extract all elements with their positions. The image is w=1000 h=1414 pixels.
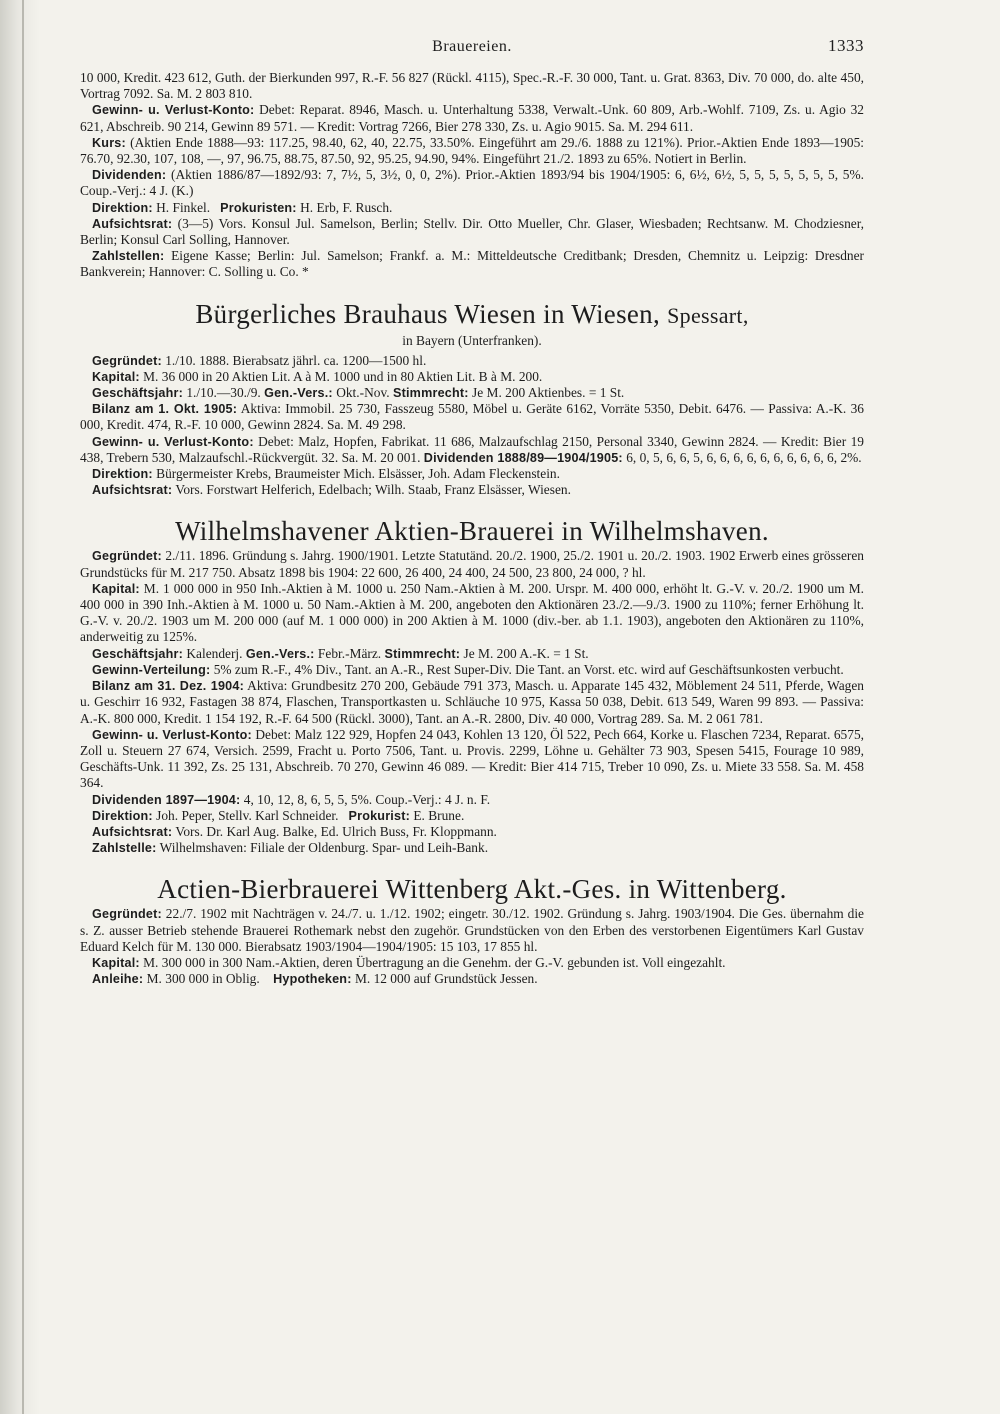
section-title-wittenberg: Actien-Bierbrauerei Wittenberg Akt.-Ges. in Wittenberg. (157, 874, 787, 905)
label: Aufsichtsrat: (92, 824, 173, 839)
label: Gen.-Vers.: (245, 646, 315, 661)
entry-gegruendet (80, 548, 864, 580)
label: Direktion: (92, 467, 153, 482)
entry-gegruendet (80, 906, 864, 955)
label: Geschäftsjahr: (92, 386, 183, 401)
label: Gen.-Vers.: (264, 386, 333, 401)
text: Aktiva: Grundbesitz 270 200, Gebäude 791 373, Masch. u. Apparate 145 432, Möblement 24 511, Pferde, Wagen u. Geschirr 16 932, Fastagen 38 874, Flaschen, Transportkasten u. Schläuche 10 975, Kassa 50 038, Debit. 613 549, Waren 99 893. — Passiva: A.-K. 800 000, Kredit. 1 154 192, R.-F. 64 500 (Rückl. 3000), Tant. an A.-R. 2800, Div. 40 000, Vortrag 289. Sa. M. 2 061 781. (80, 678, 865, 726)
label: Gewinn- u. Verlust-Konto: (92, 103, 255, 118)
label: Gewinn- u. Verlust-Konto: (92, 434, 254, 449)
entry-kapital (80, 369, 864, 385)
label: Direktion: (92, 808, 153, 823)
entry-gewinn-verteilung (80, 662, 864, 678)
intro-zahlstellen (80, 248, 864, 280)
text: M. 1 000 000 in 950 Inh.-Aktien à M. 1000 u. 250 Nam.-Aktien à M. 200. Urspr. M. 400 000, erhöht lt. G.-V. v. 20./2. 1900 um M. 400 000 in 390 Inh.-Aktien à M. 1000 u. 50 Nam.-Aktien à M. 200, angeboten den Aktionären 23./2.—9./3. 1900 zu 110%; ferner Erhöhung lt. G.-V. v. 20./2. 1903 um M. 200 000 (auf M. 1 000 000) in 200 Aktien à M. 1000 (div.-ber. ab 1.1. 1903), angeboten den Aktionären zu 110%, anderweitig zu 125%. (80, 580, 864, 645)
label: Dividenden: (92, 168, 167, 183)
header-title: Brauereien. (432, 38, 512, 55)
entry-kapital (80, 955, 864, 971)
text: Eigene Kasse; Berlin: Jul. Samelson; Frankf. a. M.: Mitteldeutsche Creditbank; Dresden, Chemnitz u. Leipzig: Dresdner Bankverein; Hannover: C. Solling u. Co. * (80, 248, 864, 280)
label: Zahlstelle: (92, 841, 157, 856)
label: Dividenden 1888/89—1904/1905: (423, 450, 623, 465)
title: Bürgerliches Brauhaus Wiesen in Wiesen, (195, 298, 661, 329)
label: Hypotheken: (273, 972, 352, 987)
entry-bilanz (80, 678, 864, 727)
page-number: 1333 (828, 36, 864, 55)
binding-gutter (0, 0, 24, 1414)
label: Dividenden 1897—1904: (92, 792, 241, 807)
label: Kapital: (92, 369, 140, 384)
text: Je M. 200 Aktienbes. = 1 St. (472, 385, 625, 401)
label: Zahlstellen: (92, 249, 165, 264)
text: Vors. Dr. Karl Aug. Balke, Ed. Ulrich Buss, Fr. Kloppmann. (175, 823, 497, 839)
entry-geschaeftsjahr (80, 646, 864, 662)
label: Bilanz am 1. Okt. 1905: (92, 402, 238, 417)
text: Debet: Malz, Hopfen, Fabrikat. 11 686, Malzaufschlag 2150, Personal 3340, Gewinn 2824. — Kredit: Bier 19 438, Trebern 530, Malzaufschl.-Rückvergüt. 32. Sa. M. 20 001. (80, 433, 864, 465)
text: Aktiva: Immobil. 25 730, Fasszeug 5580, Möbel u. Geräte 6162, Vorräte 5350, Debit. 6476. — Passiva: A.-K. 36 000, Kredit. 474, R.-F. 10 000, Gewinn 2824. Sa. M. 49 298. (80, 401, 865, 433)
text: Bürgermeister Krebs, Braumeister Mich. Elsässer, Joh. Adam Fleckenstein. (156, 466, 560, 482)
text: 22./7. 1902 mit Nachträgen v. 24./7. u. 1./12. 1902; eingetr. 30./12. 1902. Gründung s. Jahrg. 1903/1904. Die Ges. übernahm die s. Z. ausser Betrieb stehende Brauerei Rothemark nebst den zugehör. Grundstücken von den Erben des verstorbenen Eigentümers Karl Gustav Eduard Kelch für M. 130 000. Bierabsatz 1903/1904—1904/1905: 15 103, 17 855 hl. (80, 906, 864, 954)
text: Joh. Peper, Stellv. Karl Schneider. (156, 807, 339, 823)
text: 1./10.—30./9. (186, 385, 261, 401)
section-subtitle: in Bayern (Unterfranken). (402, 332, 542, 348)
text: M. 300 000 in Oblig. (146, 971, 260, 987)
label: Bilanz am 31. Dez. 1904: (92, 679, 244, 694)
intro-gewinn (80, 102, 864, 134)
intro-continuation: 10 000, Kredit. 423 612, Guth. der Bierkunden 997, R.-F. 56 827 (Rückl. 4115), Spec.-R.-F. 30 000, Tant. u. Grat. 8363, Div. 70 000, do. alte 450, Vortrag 7092. Sa. M. 2 803 810. (80, 70, 864, 102)
text: Vors. Forstwart Helferich, Edelbach; Wilh. Staab, Franz Elsässer, Wiesen. (175, 482, 571, 498)
intro-aufsichtsrat (80, 216, 864, 248)
text: (Aktien Ende 1888—93: 117.25, 98.40, 62, 40, 22.75, 33.50%. Eingeführt am 29./6. 1888 zu 121%). Prior.-Aktien Ende 1893—1905: 76.70, 92.30, 107, 108, —, 97, 96.75, 88.75, 87.50, 92, 95.25, 94.90, 94%. Eingeführt 21./2. 1893 zu 65%. Notiert in Berlin. (80, 134, 864, 167)
label: Geschäftsjahr: (92, 646, 183, 661)
label: Gegründet: (92, 549, 162, 564)
entry-gewinn (80, 727, 864, 792)
label: Anleihe: (92, 972, 144, 987)
title-tail: Spessart, (667, 302, 749, 328)
entry-gegruendet (80, 353, 864, 369)
entry-aufsichtsrat (80, 482, 864, 498)
text: Febr.-März. (317, 645, 382, 661)
label: Aufsichtsrat: (92, 216, 173, 231)
text: Je M. 200 A.-K. = 1 St. (463, 645, 589, 661)
text: Debet: Reparat. 8946, Masch. u. Unterhaltung 5338, Verwalt.-Unk. 60 809, Arb.-Wohlf. 7109, Zs. u. Agio 32 621, Abschreib. 90 214, Gewinn 89 571. — Kredit: Vortrag 7266, Bier 278 330, Zs. u. Agio 9015. Sa. M. 294 611. (80, 102, 864, 134)
section-title-wiesen (80, 299, 864, 331)
text: 5% zum R.-F., 4% Div., Tant. an A.-R., Rest Super-Div. Die Tant. an Vorst. etc. wird auf Geschäftsunkosten verbucht. (213, 661, 844, 677)
text: M. 12 000 auf Grundstück Jessen. (354, 971, 538, 987)
label: Kapital: (92, 955, 140, 970)
label: Aufsichtsrat: (92, 483, 173, 498)
intro-dividenden (80, 167, 864, 199)
text: Kalenderj. (186, 645, 243, 661)
entry-zahlstelle (80, 840, 864, 856)
label: Prokurist: (348, 808, 410, 823)
label: Direktion: (92, 200, 153, 215)
text: Okt.-Nov. (336, 385, 390, 401)
running-header (80, 30, 864, 70)
text: Wilhelmshaven: Filiale der Oldenburg. Spar- und Leih-Bank. (159, 840, 489, 856)
intro-kurs (80, 135, 864, 167)
text: H. Finkel. (156, 199, 211, 215)
intro-direktion (80, 200, 864, 216)
label: Kapital: (92, 581, 140, 596)
label: Gewinn-Verteilung: (92, 662, 211, 677)
text: M. 300 000 in 300 Nam.-Aktien, deren Übertragung an die Genehm. der G.-V. gebunden ist. Voll eingezahlt. (143, 954, 726, 970)
label: Gegründet: (92, 353, 162, 368)
text: (Aktien 1886/87—1892/93: 7, 7½, 5, 3½, 0, 0, 2%). Prior.-Aktien 1893/94 bis 1904/1905: 6, 6½, 6½, 5, 5, 5, 5, 5, 5, 5, 5%. Coup.-Verj.: 4 J. (K.) (80, 167, 864, 199)
text: 1./10. 1888. Bierabsatz jährl. ca. 1200—1500 hl. (165, 352, 427, 368)
label: Kurs: (92, 135, 126, 150)
text: (3—5) Vors. Konsul Jul. Samelson, Berlin; Stellv. Dir. Otto Mueller, Chr. Glaser, Wiesbaden; Rechtsanw. M. Chodziesner, Berlin; Konsul Carl Solling, Hannover. (80, 215, 864, 248)
entry-aufsichtsrat (80, 824, 864, 840)
text: M. 36 000 in 20 Aktien Lit. A à M. 1000 und in 80 Aktien Lit. B à M. 200. (143, 368, 543, 384)
entry-geschaeftsjahr (80, 385, 864, 401)
text: Debet: Malz 122 929, Hopfen 24 043, Kohlen 13 120, Öl 522, Pech 664, Korke u. Flaschen 7234, Reparat. 6575, Zoll u. Steuern 27 674, Versich. 2599, Fracht u. Porto 7506, Tant. u. Provis. 2299, Löhne u. Gehälter 73 903, Spesen 5415, Fourage 10 989, Geschäfts-Unk. 11 392, Zs. 25 131, Abschreib. 70 270, Gewinn 46 089. — Kredit: Bier 414 715, Treber 10 090, Zs. u. Miete 33 558. Sa. M. 458 364. (80, 726, 864, 791)
text: 6, 0, 5, 6, 6, 5, 6, 6, 6, 6, 6, 6, 6, 6, 6, 6, 2%. (626, 449, 862, 465)
text: H. Erb, F. Rusch. (300, 199, 393, 215)
label: Gewinn- u. Verlust-Konto: (92, 727, 252, 742)
section-title-wilhelmshaven: Wilhelmshavener Aktien-Brauerei in Wilhelmshaven. (175, 516, 769, 547)
entry-anleihe (80, 971, 864, 987)
label: Prokuristen: (220, 200, 297, 215)
label: Stimmrecht: (392, 386, 469, 401)
entry-direktion (80, 466, 864, 482)
entry-dividenden (80, 792, 864, 808)
text-column (80, 30, 864, 987)
text: 2./11. 1896. Gründung s. Jahrg. 1900/1901. Letzte Statutänd. 20./2. 1900, 25./2. 1901 u. 20./2. 1903. 1902 Erwerb eines grösseren Grundstücks für M. 217 750. Absatz 1898 bis 1904: 22 600, 26 400, 24 400, 24 500, 23 800, 24 000, ? hl. (80, 548, 864, 580)
entry-kapital (80, 581, 864, 646)
entry-gewinn (80, 434, 864, 466)
label: Gegründet: (92, 907, 162, 922)
entry-bilanz (80, 401, 864, 433)
text: E. Brune. (413, 807, 465, 823)
label: Stimmrecht: (384, 646, 461, 661)
entry-direktion (80, 808, 864, 824)
text: 4, 10, 12, 8, 6, 5, 5, 5%. Coup.-Verj.: 4 J. n. F. (243, 791, 491, 807)
